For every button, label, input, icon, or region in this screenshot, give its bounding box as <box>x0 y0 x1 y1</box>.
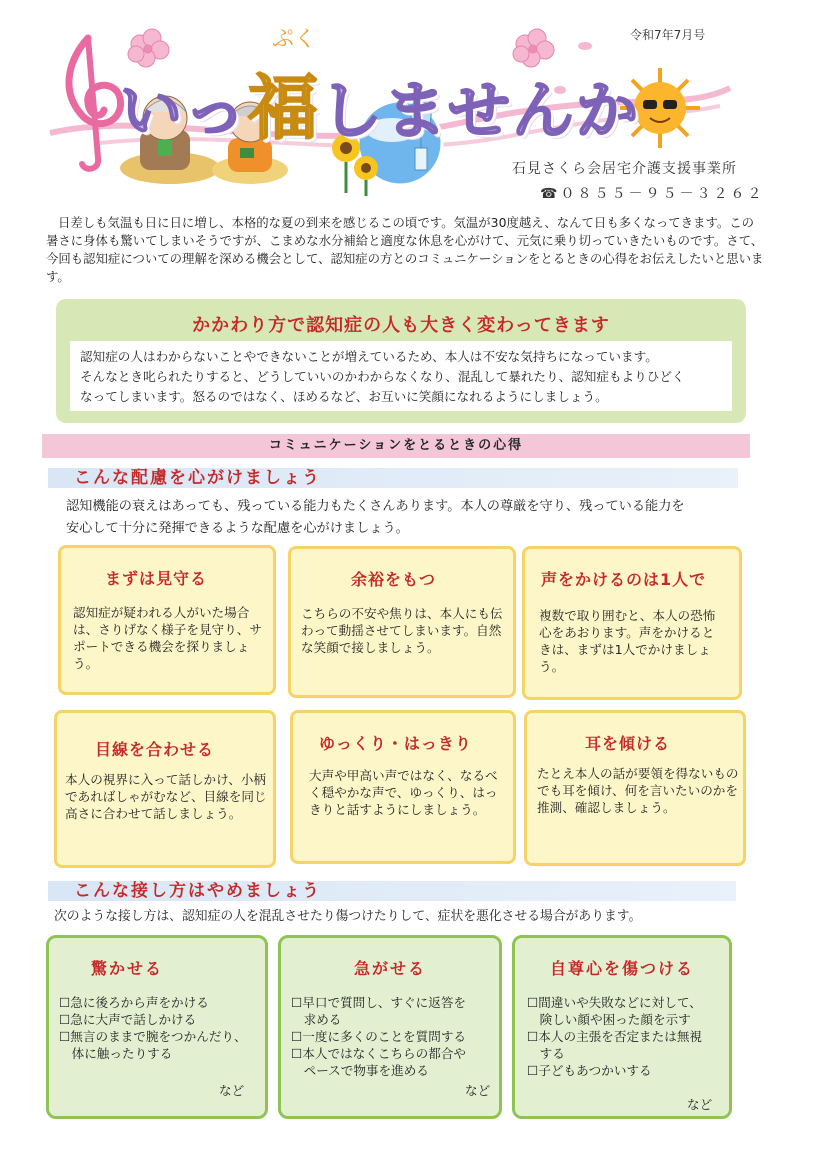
title-part-1: いっ <box>120 74 249 147</box>
list-item: ☐本人ではなくこちらの都合や <box>291 1046 467 1061</box>
newsletter-title <box>120 52 640 153</box>
phone-number: ☎０８５５－９５－３２６２ <box>540 186 765 202</box>
etc-label: など <box>687 1097 713 1112</box>
etc-label: など <box>465 1083 491 1098</box>
ruby-text: ぷく <box>272 27 317 52</box>
tip-card <box>522 546 742 700</box>
list-item: ☐間違いや失敗などに対して、 <box>527 995 702 1010</box>
tip-card <box>58 545 276 695</box>
tip-title: 声をかけるのは1人で <box>541 570 707 589</box>
dont-list <box>527 994 727 1079</box>
tip-title: 耳を傾ける <box>585 734 671 753</box>
issue-label: 令和7年7月号 <box>630 28 706 42</box>
dont-list <box>291 994 499 1079</box>
list-item: ☐本人の主張を否定または無視 <box>527 1029 703 1044</box>
tip-card <box>290 710 516 864</box>
title-part-2: しませんか <box>320 74 641 147</box>
list-item: ペースで物事を進める <box>291 1063 429 1078</box>
list-item: する <box>527 1046 565 1061</box>
list-item: 求める <box>291 1012 342 1027</box>
key-message-line: そんなとき叱られたりすると、どうしていいのかわからなくなり、混乱して暴れたり、認知症もよりひどく <box>80 369 685 384</box>
list-item: ☐一度に多くのことを質問する <box>291 1029 467 1044</box>
dont-card <box>278 935 502 1119</box>
tip-body: 認知症が疑われる人がいた場合は、さりげなく様子を見守り、サポートできる機会を探りましょう。 <box>73 605 262 671</box>
communication-heading-bar: コミュニケーションをとるときの心得 <box>42 434 750 458</box>
list-item: ☐急に後ろから声をかける <box>59 995 209 1010</box>
key-message-line: 認知症の人はわからないことやできないことが増えているため、本人は不安な気持ちになっています。 <box>80 349 658 364</box>
tip-body: 複数で取り囲むと、本人の恐怖心をあおります。声をかけるときは、まずは1人でかけましょう。 <box>539 608 716 674</box>
section-description-line: 認知機能の衰えはあっても、残っている能力もたくさんあります。本人の尊厳を守り、残っている能力を <box>66 499 685 514</box>
dont-card <box>46 935 268 1119</box>
tip-card <box>288 546 516 698</box>
dont-title: 急がせる <box>353 959 426 978</box>
tip-title: まずは見守る <box>105 569 208 588</box>
tip-title: 余裕をもつ <box>351 570 437 589</box>
tip-body: こちらの不安や焦りは、本人にも伝わって動揺させてしまいます。自然な笑顔で接しましょう。 <box>301 606 503 655</box>
dont-card <box>512 935 732 1119</box>
title-fuku: 福 <box>248 66 321 149</box>
tip-title: 目線を合わせる <box>95 740 215 759</box>
key-message-card <box>56 299 746 423</box>
dont-list <box>59 994 265 1062</box>
list-item: 険しい顔や困った顔を示す <box>527 1012 691 1027</box>
dont-title: 自尊心を傷つける <box>549 959 694 978</box>
office-name: 石見さくら会居宅介護支援事業所 <box>512 161 737 177</box>
intro-paragraph: 日差しも気温も日に日に増し、本格的な夏の到来を感じるこの頃です。気温が30度越え、なんて日も多くなってきます。この暑さに身体も驚いてしまいそうですが、こまめな水分補給と適度な休息を心がけて、元気に乗り切っていきたいものです。さて、今回も認知症についての理解を深める機会として、認知症の方とのコミュニケーションをとるときの心得をお伝えしたいと思います。 <box>46 215 764 284</box>
petal-icon <box>578 42 592 50</box>
treble-clef-icon <box>69 38 121 169</box>
dont-title: 驚かせる <box>90 959 163 978</box>
tip-card <box>54 710 276 868</box>
section-description-line: 安心して十分に発揮できるような配慮を心がけましょう。 <box>66 521 409 536</box>
list-item: ☐早口で質問し、すぐに返答を <box>291 995 467 1010</box>
list-item: ☐無言のままで腕をつかんだり、 <box>59 1029 247 1044</box>
key-message-title: かかわり方で認知症の人も大きく変わってきます <box>192 315 610 336</box>
section-description: 次のような接し方は、認知症の人を混乱させたり傷つけたりして、症状を悪化させる場合があります。 <box>54 909 642 924</box>
etc-label: など <box>219 1083 245 1098</box>
key-message-line: なってしまいます。怒るのではなく、ほめるなど、お互いに笑顔になれるようにしましょう。 <box>80 389 608 404</box>
list-item: ☐子どもあつかいする <box>527 1063 652 1078</box>
tip-body: たとえ本人の話が要領を得ないものでも耳を傾け、何を言いたいのかを推測、確認しましょう。 <box>537 766 739 815</box>
list-item: ☐急に大声で話しかける <box>59 1012 197 1027</box>
tip-body: 本人の視界に入って話しかけ、小柄であればしゃがむなど、目線を同じ高さに合わせて話しましょう。 <box>65 772 267 821</box>
tip-title: ゆっくり・はっきり <box>319 734 472 753</box>
list-item: 体に触ったりする <box>59 1046 173 1061</box>
tip-body: 大声や甲高い声ではなく、なるべく穏やかな声で、ゆっくり、はっきりと話すようにしましょう。 <box>309 768 498 817</box>
key-message-body <box>70 341 732 411</box>
section-description <box>66 496 756 540</box>
tip-card <box>524 710 746 866</box>
section-title-avoid: こんな接し方はやめましょう <box>48 881 736 901</box>
section-title-consideration: こんな配慮を心がけましょう <box>48 468 738 488</box>
